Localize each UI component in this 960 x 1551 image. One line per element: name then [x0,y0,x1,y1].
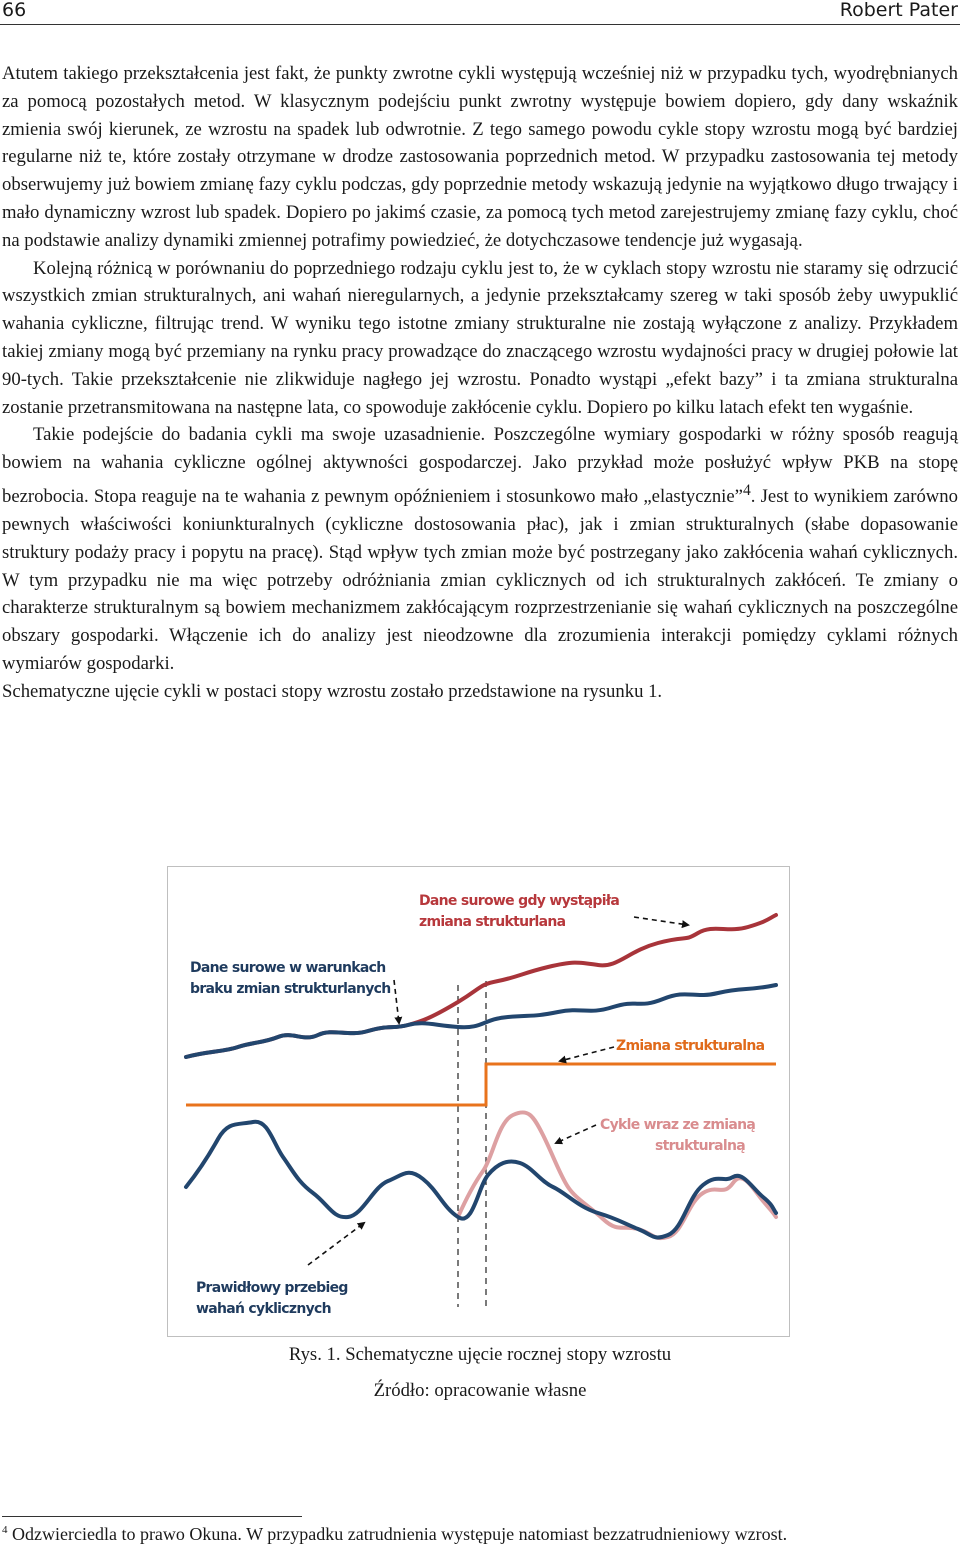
arrow-cycles-structural [556,1125,596,1143]
footnote-reference[interactable]: 4 [742,481,751,499]
label-cycles-structural-line1: Cykle wraz ze zmianą [600,1117,756,1133]
paragraph-1: Atutem takiego przekształcenia jest fakt, że punkty zwrotne cykli występują wcześniej niż w przypadku tych, wyodrębnianych za pomocą pozostałych metod. W klasycznym podejściu punkt zwrotny występuje bowiem dopiero, gdy dany wskaźnik zmienia swój kierunek, ze wzrostu na spadek lub odwrotnie. Z tego samego powodu cykle stopy wzrostu mogą być bardziej regularne niż te, które zostały otrzymane w drodze zastosowania poprzednich metod. W przypadku zastosowania tej metody obserwujemy już bowiem zmianę fazy cyklu podczas, gdy poprzednie metody wskazują jedynie na wyjątkowo długo trwający i mało dynamiczny wzrost lub spadek. Dopiero po jakimś czasie, za pomocą tych metod zarejestrujemy zmianę fazy cyklu, choć na podstawie analizy dynamiki zmiennej potrafimy powiedzieć, że dotychczasowe tendencje już wygasają. [2,63,958,251]
label-raw-structural-line2: zmiana strukturlana [419,914,566,930]
footnote-text: Odzwierciedla to prawo Okuna. W przypadku zatrudnienia występuje natomiast bezzatrudnieniowy wzrost. [7,1524,788,1544]
label-correct-cycles-line2: wahań cyklicznych [196,1301,331,1317]
paragraph-3-part-a: Takie podejście do badania cykli ma swoje uzasadnienie. Poszczególne wymiary gospodarki w różny sposób reagują bowiem na wahania cykliczne ogólnej aktywności gospodarczej. Jako przykład może posłużyć wpływ PKB na stopę bezrobocia. Stopa reaguje na te wahania z pewnym opóźnieniem i stosunkowo mało „elastycznie” [2,424,958,508]
label-structural-change: Zmiana strukturalna [616,1038,765,1054]
footnote-mark: 4 [2,1524,8,1536]
footnote [2,1524,787,1545]
figure-source: Źródło: opracowanie własne [373,1380,587,1401]
running-head-author: Robert Pater [839,0,958,21]
arrow-correct-cycles [308,1223,364,1265]
label-raw-structural-line1: Dane surowe gdy wystąpiła [419,893,620,909]
label-raw-no-change-line1: Dane surowe w warunkach [190,960,386,976]
figure-caption: Rys. 1. Schematyczne ujęcie rocznej stopy wzrostu [288,1344,672,1365]
figure-1 [167,866,790,1337]
arrow-raw-structural [634,917,688,925]
line-structural-change [186,1064,776,1105]
label-correct-cycles-line1: Prawidłowy przebieg [196,1280,348,1296]
arrow-structural-change [560,1047,614,1061]
page-header [0,0,960,25]
paragraph-2: Kolejną różnicą w porównaniu do poprzedniego rodzaju cyklu jest to, że w cyklach stopy wzrostu nie staramy się odrzucić wszystkich zmian strukturalnych, ani wahań nieregularnych, a jedynie przekształcamy szereg w taki sposób żeby uwypuklić wahania cykliczne, filtrując trend. W wyniku tego istotne zmiany strukturalne nie zostają wyłączone z analizy. Przykładem takiej zmiany mogą być przemiany na rynku pracy prowadzące do znaczącego wzrostu wydajności pracy w drugiej połowie lat 90-tych. Takie przekształcenie nie zlikwiduje nagłego jej wzrostu. Ponadto wystąpi „efekt bazy” i ta zmiana strukturalna zostanie przetransmitowana na następne lata, co spowoduje zakłócenie cyklu. Dopiero po kilku latach efekt ten wygaśnie. [2,257,958,418]
paragraph-3 [2,421,958,677]
label-cycles-structural-line2: strukturalną [654,1138,745,1154]
figure-diagram [168,867,791,1338]
footnote-divider [2,1516,302,1517]
label-raw-no-change-line2: braku zmian strukturlanych [190,981,391,997]
body-text [2,60,958,706]
paragraph-4: Schematyczne ujęcie cykli w postaci stopy wzrostu zostało przedstawione na rysunku 1. [2,680,663,702]
arrow-raw-no-change [394,980,399,1023]
paragraph-3-part-b: . Jest to wynikiem zarówno pewnych właściwości koniunkturalnych (cykliczne dostosowania płac), jak i zmian strukturalnych (słabe dopasowanie struktury podaży pracy i popytu na pracę). Stąd wpływ tych zmian może być postrzegany jako zakłócenia wahań cyklicznych. W tym przypadku nie ma więc potrzeby odróżniania zmian cyklicznych od ich strukturalnych zakłóceń. Te zmiany o charakterze strukturalnym są bowiem mechanizmem zakłócającym rozprzestrzenianie się wahań cyklicznych na poszczególne obszary gospodarki. Włączenie ich do analizy jest nieodzowne dla zrozumienia interakcji pomiędzy cyklami różnych wymiarów gospodarki. [2,486,958,674]
page-number: 66 [2,0,27,21]
